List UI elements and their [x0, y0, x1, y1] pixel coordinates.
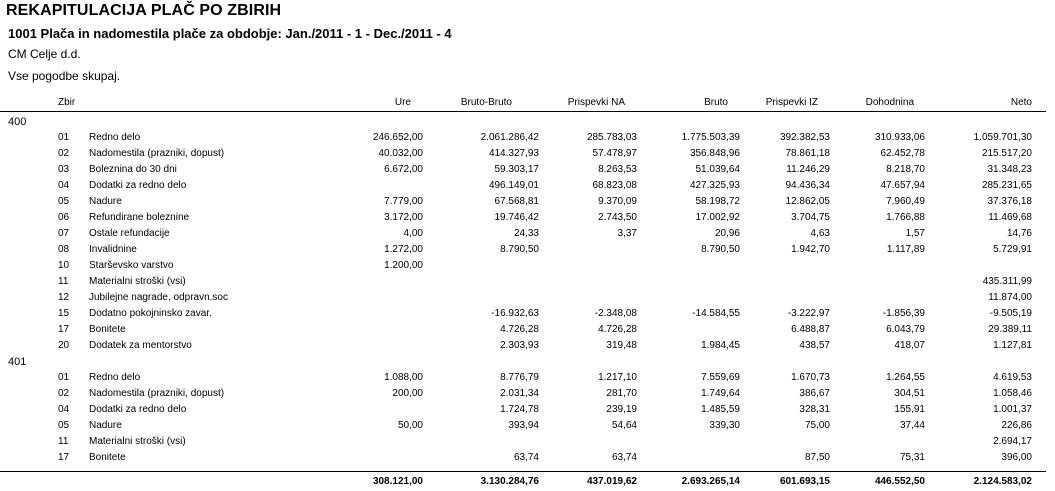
table-row: [0, 194, 1046, 210]
cell-contrib-na: 8.263,53: [598, 164, 637, 175]
table-row: [0, 338, 1046, 354]
cell-income-tax: 7.960,49: [886, 196, 925, 207]
contract-note: Vse pogodbe skupaj.: [8, 69, 121, 83]
row-code: 15: [58, 308, 70, 319]
cell-hours: 246.652,00: [372, 132, 423, 143]
cell-gross: 339,30: [709, 420, 740, 431]
cell-income-tax: -1.856,39: [882, 308, 925, 319]
table-row: [0, 450, 1046, 466]
cell-gross: 7.559,69: [701, 372, 740, 383]
row-code: 01: [58, 372, 70, 383]
row-code: 04: [58, 404, 70, 415]
row-description: Nadure: [89, 420, 122, 431]
cell-gross-gross: 4.726,28: [500, 324, 539, 335]
row-code: 11: [58, 436, 69, 447]
row-code: 20: [58, 340, 70, 351]
cell-gross: 17.002,92: [695, 212, 740, 223]
table-row: [0, 146, 1046, 162]
row-code: 05: [58, 196, 70, 207]
total-gross: 2.693.265,14: [681, 476, 740, 487]
cell-contrib-iz: 87,50: [804, 452, 830, 463]
totals-row: [0, 474, 1046, 490]
cell-contrib-na: 68.823,08: [592, 180, 637, 191]
cell-contrib-iz: 11.246,29: [786, 164, 830, 175]
cell-net: 396,00: [1001, 452, 1032, 463]
table-row: [0, 370, 1046, 386]
table-row: [0, 322, 1046, 338]
total-contrib-iz: 601.693,15: [779, 476, 830, 487]
row-description: Dodatki za redno delo: [89, 180, 187, 191]
cell-gross-gross: 63,74: [513, 452, 539, 463]
cell-income-tax: 155,91: [894, 404, 925, 415]
cell-gross-gross: 2.031,34: [500, 388, 539, 399]
cell-hours: 1.088,00: [384, 372, 423, 383]
column-header: Ure: [394, 97, 411, 108]
row-code: 07: [58, 228, 70, 239]
cell-contrib-na: 2.743,50: [598, 212, 637, 223]
cell-income-tax: 310.933,06: [874, 132, 925, 143]
cell-gross: 1.485,59: [701, 404, 740, 415]
cell-contrib-na: 1.217,10: [598, 372, 637, 383]
cell-gross: 51.039,64: [695, 164, 740, 175]
cell-contrib-iz: 438,57: [799, 340, 830, 351]
row-description: Refundirane boleznine: [89, 212, 190, 223]
cell-net: 226,86: [1001, 420, 1032, 431]
cell-contrib-na: 57.478,97: [592, 148, 637, 159]
cell-contrib-na: 285.783,03: [586, 132, 637, 143]
row-code: 03: [58, 164, 70, 175]
cell-net: 37.376,18: [987, 196, 1032, 207]
total-contrib-na: 437.019,62: [586, 476, 637, 487]
cell-hours: 40.032,00: [378, 148, 423, 159]
table-row: [0, 306, 1046, 322]
cell-net: 5.729,91: [993, 244, 1032, 255]
cell-income-tax: 1,57: [905, 228, 925, 239]
row-description: Nadure: [89, 196, 122, 207]
group-code: 400: [8, 116, 27, 128]
table-row: [0, 434, 1046, 450]
cell-contrib-iz: 386,67: [799, 388, 830, 399]
cell-gross: 58.198,72: [695, 196, 740, 207]
table-row: [0, 130, 1046, 146]
cell-contrib-na: 54,64: [611, 420, 637, 431]
cell-gross: 356.848,96: [689, 148, 740, 159]
cell-gross-gross: 414.327,93: [488, 148, 539, 159]
cell-contrib-iz: 6.488,87: [791, 324, 830, 335]
column-header: Zbir: [58, 97, 76, 108]
row-description: Dodatek za mentorstvo: [89, 340, 192, 351]
cell-net: 1.001,37: [993, 404, 1032, 415]
cell-gross: 20,96: [714, 228, 740, 239]
cell-hours: 200,00: [392, 388, 423, 399]
cell-contrib-iz: -3.222,97: [787, 308, 830, 319]
cell-net: 1.127,81: [993, 340, 1032, 351]
cell-contrib-iz: 94.436,34: [785, 180, 830, 191]
cell-gross-gross: 2.303,93: [500, 340, 539, 351]
column-header: Bruto-Bruto: [460, 97, 512, 108]
cell-contrib-iz: 1.942,70: [791, 244, 830, 255]
cell-hours: 4,00: [403, 228, 423, 239]
row-code: 06: [58, 212, 70, 223]
cell-gross-gross: 59.303,17: [494, 164, 539, 175]
row-code: 01: [58, 132, 70, 143]
row-code: 05: [58, 420, 70, 431]
cell-contrib-na: 239,19: [606, 404, 637, 415]
cell-contrib-iz: 328,31: [799, 404, 830, 415]
cell-contrib-iz: 75,00: [804, 420, 830, 431]
cell-gross-gross: 24,33: [513, 228, 539, 239]
row-description: Bonitete: [89, 452, 126, 463]
report-title: REKAPITULACIJA PLAČ PO ZBIRIH: [6, 2, 282, 19]
cell-net: 1.058,46: [993, 388, 1032, 399]
cell-net: 11.874,00: [988, 292, 1032, 303]
cell-contrib-na: 3,37: [617, 228, 637, 239]
row-description: Materialni stroški (vsi): [89, 436, 186, 447]
cell-net: 2.694,17: [993, 436, 1032, 447]
total-income-tax: 446.552,50: [874, 476, 925, 487]
table-row: [0, 258, 1046, 274]
cell-net: 285.231,65: [981, 180, 1032, 191]
cell-contrib-na: 4.726,28: [598, 324, 637, 335]
table-row: [0, 386, 1046, 402]
cell-hours: 50,00: [397, 420, 423, 431]
column-header: Prispevki NA: [567, 97, 625, 108]
cell-gross-gross: 2.061.286,42: [480, 132, 539, 143]
cell-income-tax: 47.657,94: [880, 180, 925, 191]
table-row: [0, 290, 1046, 306]
table-row: [0, 418, 1046, 434]
cell-contrib-na: 319,48: [606, 340, 637, 351]
cell-gross-gross: 1.724,78: [500, 404, 539, 415]
row-description: Jubilejne nagrade, odpravn.soc: [89, 292, 228, 303]
cell-gross-gross: 8.790,50: [500, 244, 539, 255]
column-header: Neto: [1010, 97, 1032, 108]
row-description: Dodatno pokojninsko zavar.: [89, 308, 212, 319]
cell-net: 14,76: [1006, 228, 1032, 239]
cell-gross: 1.749,64: [701, 388, 740, 399]
table-row: [0, 226, 1046, 242]
column-header: Dohodnina: [865, 97, 914, 108]
row-code: 12: [58, 292, 70, 303]
cell-net: 11.469,68: [988, 212, 1032, 223]
cell-net: 215.517,20: [981, 148, 1032, 159]
cell-income-tax: 1.117,89: [886, 244, 925, 255]
cell-hours: 7.779,00: [384, 196, 423, 207]
table-row: [0, 402, 1046, 418]
cell-gross-gross: 67.568,81: [494, 196, 539, 207]
row-description: Redno delo: [89, 132, 141, 143]
cell-income-tax: 62.452,78: [880, 148, 925, 159]
cell-income-tax: 75,31: [899, 452, 925, 463]
cell-income-tax: 418,07: [894, 340, 925, 351]
total-net: 2.124.583,02: [973, 476, 1032, 487]
cell-hours: 3.172,00: [384, 212, 423, 223]
group-row: [0, 354, 1046, 370]
cell-gross-gross: 496.149,01: [488, 180, 539, 191]
cell-gross-gross: 19.746,42: [494, 212, 539, 223]
cell-gross: 1.775.503,39: [681, 132, 740, 143]
cell-hours: 1.200,00: [384, 260, 423, 271]
cell-contrib-na: 281,70: [606, 388, 637, 399]
row-description: Ostale refundacije: [89, 228, 170, 239]
cell-gross-gross: 8.776,79: [500, 372, 539, 383]
cell-income-tax: 6.043,79: [886, 324, 925, 335]
cell-contrib-iz: 3.704,75: [791, 212, 830, 223]
column-header: Bruto: [704, 97, 728, 108]
cell-hours: 1.272,00: [384, 244, 423, 255]
cell-contrib-na: -2.348,08: [594, 308, 637, 319]
report-subtitle: 1001 Plača in nadomestila plače za obdobje: Jan./2011 - 1 - Dec./2011 - 4: [8, 26, 452, 41]
cell-net: 4.619,53: [993, 372, 1032, 383]
cell-net: 1.059.701,30: [973, 132, 1032, 143]
cell-contrib-iz: 1.670,73: [791, 372, 830, 383]
cell-net: 435.311,99: [982, 276, 1032, 287]
cell-contrib-iz: 392.382,53: [779, 132, 830, 143]
cell-contrib-iz: 78.861,18: [785, 148, 830, 159]
cell-gross: 427.325,93: [689, 180, 740, 191]
row-description: Redno delo: [89, 372, 141, 383]
cell-hours: 6.672,00: [384, 164, 423, 175]
row-description: Boleznina do 30 dni: [89, 164, 177, 175]
cell-income-tax: 1.766,88: [886, 212, 925, 223]
row-code: 11: [58, 276, 69, 287]
cell-gross-gross: -16.932,63: [491, 308, 539, 319]
table-row: [0, 274, 1046, 290]
group-row: [0, 114, 1046, 130]
cell-contrib-na: 9.370,09: [598, 196, 637, 207]
cell-gross-gross: 393,94: [508, 420, 539, 431]
row-code: 02: [58, 148, 70, 159]
cell-gross: -14.584,55: [692, 308, 740, 319]
cell-income-tax: 304,51: [894, 388, 925, 399]
row-code: 17: [58, 452, 70, 463]
cell-contrib-iz: 12.862,05: [785, 196, 830, 207]
row-description: Dodatki za redno delo: [89, 404, 187, 415]
row-description: Starševsko varstvo: [89, 260, 174, 271]
cell-net: -9.505,19: [989, 308, 1032, 319]
row-code: 02: [58, 388, 70, 399]
cell-contrib-na: 63,74: [611, 452, 637, 463]
cell-contrib-iz: 4,63: [810, 228, 830, 239]
total-gross-gross: 3.130.284,76: [480, 476, 539, 487]
cell-income-tax: 1.264,55: [886, 372, 925, 383]
row-description: Invalidnine: [89, 244, 137, 255]
row-description: Nadomestila (prazniki, dopust): [89, 148, 225, 159]
row-code: 17: [58, 324, 70, 335]
table-header-row: [0, 95, 1046, 111]
row-description: Bonitete: [89, 324, 126, 335]
table-row: [0, 178, 1046, 194]
cell-net: 29.389,11: [988, 324, 1032, 335]
table-row: [0, 162, 1046, 178]
table-row: [0, 210, 1046, 226]
row-code: 08: [58, 244, 70, 255]
table-row: [0, 242, 1046, 258]
cell-income-tax: 8.218,70: [886, 164, 925, 175]
cell-income-tax: 37,44: [899, 420, 925, 431]
row-code: 10: [58, 260, 70, 271]
cell-gross: 8.790,50: [701, 244, 740, 255]
company-name: CM Celje d.d.: [8, 47, 81, 61]
cell-gross: 1.984,45: [701, 340, 740, 351]
group-code: 401: [8, 356, 27, 368]
row-description: Materialni stroški (vsi): [89, 276, 186, 287]
row-description: Nadomestila (prazniki, dopust): [89, 388, 225, 399]
column-header: Prispevki IZ: [765, 97, 818, 108]
cell-net: 31.348,23: [987, 164, 1032, 175]
total-hours: 308.121,00: [372, 476, 423, 487]
row-code: 04: [58, 180, 70, 191]
